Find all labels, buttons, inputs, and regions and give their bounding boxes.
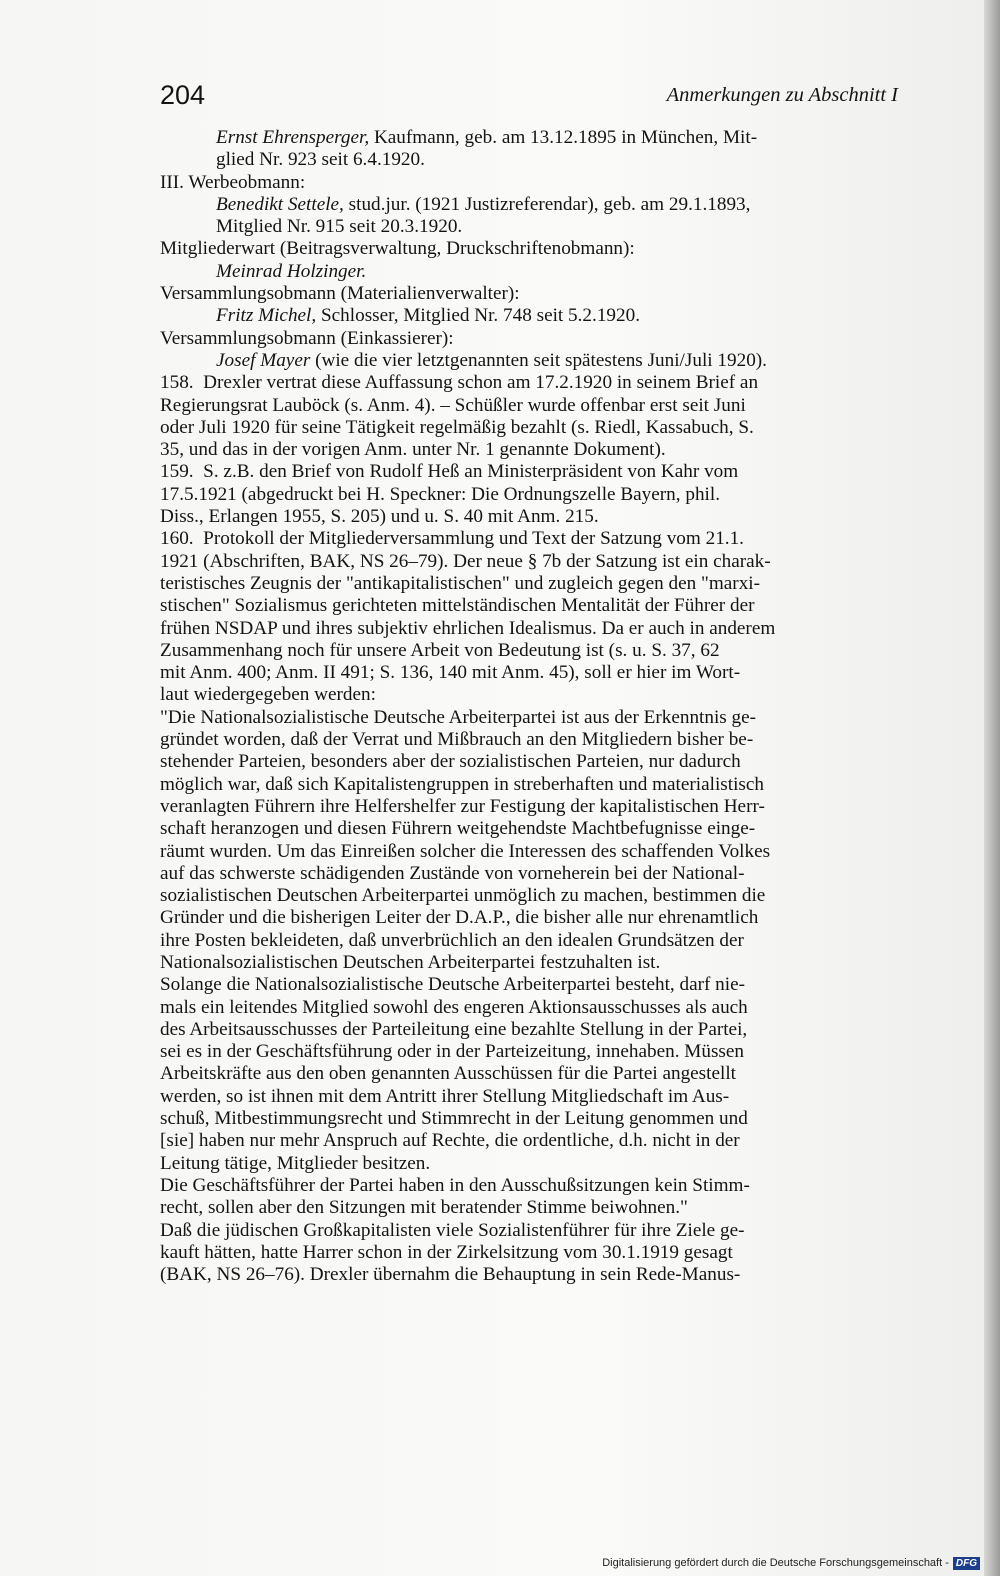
text-line [160,551,905,573]
line-text: "Die Nationalsozialistische Deutsche Arbeiterpartei ist aus der Erkenntnis ge- [160,706,757,728]
line-text: teristisches Zeugnis der "antikapitalistischen" und zugleich gegen den "marxi- [160,572,761,594]
line-text: Diss., Erlangen 1955, S. 205) und u. S. 40 mit Anm. 215. [160,506,599,528]
running-head: Anmerkungen zu Abschnitt I [666,84,898,106]
line-text: stischen" Sozialismus gerichteten mittelständischen Mentalität der Führer der [160,595,755,617]
line-text: Schlosser, Mitglied Nr. 748 seit 5.2.1920. [316,305,640,327]
text-line [160,684,905,706]
line-text: (BAK, NS 26–76). Drexler übernahm die Behauptung in sein Rede-Manus- [160,1264,741,1286]
line-text: mals ein leitendes Mitglied sowohl des engeren Aktionsausschusses als auch [160,996,748,1018]
text-line [160,729,905,751]
page-header [160,80,898,114]
text-line [160,328,905,350]
text-line [160,1108,905,1130]
line-text: frühen NSDAP und ihres subjektiv ehrlichen Idealismus. Da er auch in anderem [160,617,776,639]
line-text: werden, so ist ihnen mit dem Antritt ihrer Stellung Mitgliedschaft im Aus- [160,1085,730,1107]
text-line [160,885,905,907]
person-name: Benedikt Settele, [216,193,344,215]
text-line [160,1175,905,1197]
line-text: 159. S. z.B. den Brief von Rudolf Heß an Ministerpräsident von Kahr vom [160,461,739,483]
text-line [160,1242,905,1264]
text-line [160,1130,905,1152]
text-line [160,640,905,662]
line-text: laut wiedergegeben werden: [160,684,376,706]
line-text: Mitgliederwart (Beitragsverwaltung, Druckschriftenobmann): [160,238,635,260]
footer-text: Digitalisierung gefördert durch die Deutsche Forschungsgemeinschaft - [602,1557,949,1569]
line-text: Versammlungsobmann (Materialienverwalter): [160,283,520,305]
text-line [160,1153,905,1175]
text-line [160,1264,905,1286]
line-text: räumt wurden. Um das Einreißen solcher die Interessen des schaffenden Volkes [160,840,771,862]
line-text: Gründer und die bisherigen Leiter der D.A.P., die bisher alle nur ehrenamtlich [160,907,759,929]
text-line [160,707,905,729]
text-line [160,439,905,461]
line-text: Mitglied Nr. 915 seit 20.3.1920. [216,216,463,238]
line-text: oder Juli 1920 für seine Tätigkeit regelmäßig bezahlt (s. Riedl, Kassabuch, S. [160,416,754,438]
text-line [160,172,905,194]
line-text: 35, und das in der vorigen Anm. unter Nr. 1 genannte Dokument). [160,439,666,461]
text-line [160,618,905,640]
text-line [160,461,905,483]
line-text: schaft heranzogen und diesen Führern weitgehendste Machtbefugnisse einge- [160,818,756,840]
line-text: veranlagten Führern ihre Helfershelfer zur Festigung der kapitalistischen Herr- [160,795,765,817]
text-line [160,506,905,528]
text-line [160,261,905,283]
line-text: gründet worden, daß der Verrat und Mißbrauch an den Mitgliedern bisher be- [160,729,754,751]
person-name: Fritz Michel, [216,305,317,327]
line-text: möglich war, daß sich Kapitalistengruppen in streberhaften und materialistisch [160,773,764,795]
text-line [160,573,905,595]
line-text: Zusammenhang noch für unsere Arbeit von Bedeutung ist (s. u. S. 37, 62 [160,639,720,661]
person-name: Meinrad Holzinger. [216,260,367,282]
line-text: III. Werbeobmann: [160,171,306,193]
text-line [160,350,905,372]
line-text: glied Nr. 923 seit 6.4.1920. [216,149,425,171]
line-text: sei es in der Geschäftsführung oder in der Parteizeitung, innehaben. Müssen [160,1041,744,1063]
text-line [160,974,905,996]
line-text: [sie] haben nur mehr Anspruch auf Rechte, die ordentliche, d.h. nicht in der [160,1130,740,1152]
line-text: Kaufmann, geb. am 13.12.1895 in München, Mit- [369,127,758,148]
person-name: Josef Mayer [216,349,311,371]
line-text: Versammlungsobmann (Einkassierer): [160,327,454,349]
text-line [160,305,905,327]
line-text: 160. Protokoll der Mitgliederversammlung und Text der Satzung vom 21.1. [160,528,744,550]
text-line [160,863,905,885]
text-line [160,662,905,684]
text-line [160,1197,905,1219]
text-line [160,194,905,216]
text-line [160,484,905,506]
text-line [160,238,905,260]
line-text: (wie die vier letztgenannten seit spätestens Juni/Juli 1920). [310,349,767,371]
digitization-footer [602,1554,980,1572]
line-text: kauft hätten, hatte Harrer schon in der Zirkelsitzung vom 30.1.1919 gesagt [160,1241,733,1263]
line-text: Daß die jüdischen Großkapitalisten viele Sozialistenführer für ihre Ziele ge- [160,1219,745,1241]
text-line [160,952,905,974]
text-line [160,796,905,818]
page-number: 204 [160,80,206,110]
line-text: mit Anm. 400; Anm. II 491; S. 136, 140 mit Anm. 45), soll er hier im Wort- [160,662,741,684]
text-line [160,127,905,149]
line-text: Regierungsrat Lauböck (s. Anm. 4). – Schüßler wurde offenbar erst seit Juni [160,394,746,416]
text-line [160,1063,905,1085]
text-line [160,1086,905,1108]
text-line [160,841,905,863]
line-text: schuß, Mitbestimmungsrecht und Stimmrecht in der Leitung genommen und [160,1108,748,1130]
text-line [160,1019,905,1041]
dfg-logo-icon: DFG [953,1557,980,1570]
text-line [160,283,905,305]
line-text: Nationalsozialistischen Deutschen Arbeiterpartei festzuhalten ist. [160,951,661,973]
text-line [160,395,905,417]
text-line [160,372,905,394]
text-line [160,417,905,439]
text-line [160,907,905,929]
line-text: ihre Posten bekleideten, daß unverbrüchlich an den idealen Grundsätzen der [160,929,744,951]
line-text: auf das schwerste schädigenden Zustände von vorneherein bei der National- [160,862,745,884]
line-text: recht, sollen aber den Sitzungen mit beratender Stimme beiwohnen." [160,1197,688,1219]
text-line [160,818,905,840]
line-text: des Arbeitsausschusses der Parteileitung eine bezahlte Stellung in der Partei, [160,1018,748,1040]
text-line [160,216,905,238]
line-text: 1921 (Abschriften, BAK, NS 26–79). Der neue § 7b der Satzung ist ein charak- [160,550,771,572]
text-line [160,149,905,171]
page-gutter-shadow [984,0,1000,1576]
text-line [160,595,905,617]
line-text: Solange die Nationalsozialistische Deutsche Arbeiterpartei besteht, darf nie- [160,974,746,996]
text-line [160,1220,905,1242]
text-line [160,930,905,952]
text-line [160,528,905,550]
line-text: Die Geschäftsführer der Partei haben in den Ausschußsitzungen kein Stimm- [160,1174,750,1196]
line-text: stehender Parteien, besonders aber der sozialistischen Parteien, nur dadurch [160,751,741,773]
line-text: stud.jur. (1921 Justizreferendar), geb. am 29.1.1893, [343,193,751,215]
line-text: Leitung tätige, Mitglieder besitzen. [160,1152,431,1174]
line-text: 17.5.1921 (abgedruckt bei H. Speckner: Die Ordnungszelle Bayern, phil. [160,483,721,505]
person-name: Ernst Ehrensperger, [216,127,370,148]
endnotes-text [160,127,905,1286]
text-line [160,774,905,796]
text-line [160,997,905,1019]
text-line [160,1041,905,1063]
line-text: Arbeitskräfte aus den oben genannten Ausschüssen für die Partei angestellt [160,1063,736,1085]
line-text: 158. Drexler vertrat diese Auffassung schon am 17.2.1920 in seinem Brief an [160,372,759,394]
line-text: sozialistischen Deutschen Arbeiterpartei unmöglich zu machen, bestimmen die [160,885,766,907]
text-line [160,751,905,773]
